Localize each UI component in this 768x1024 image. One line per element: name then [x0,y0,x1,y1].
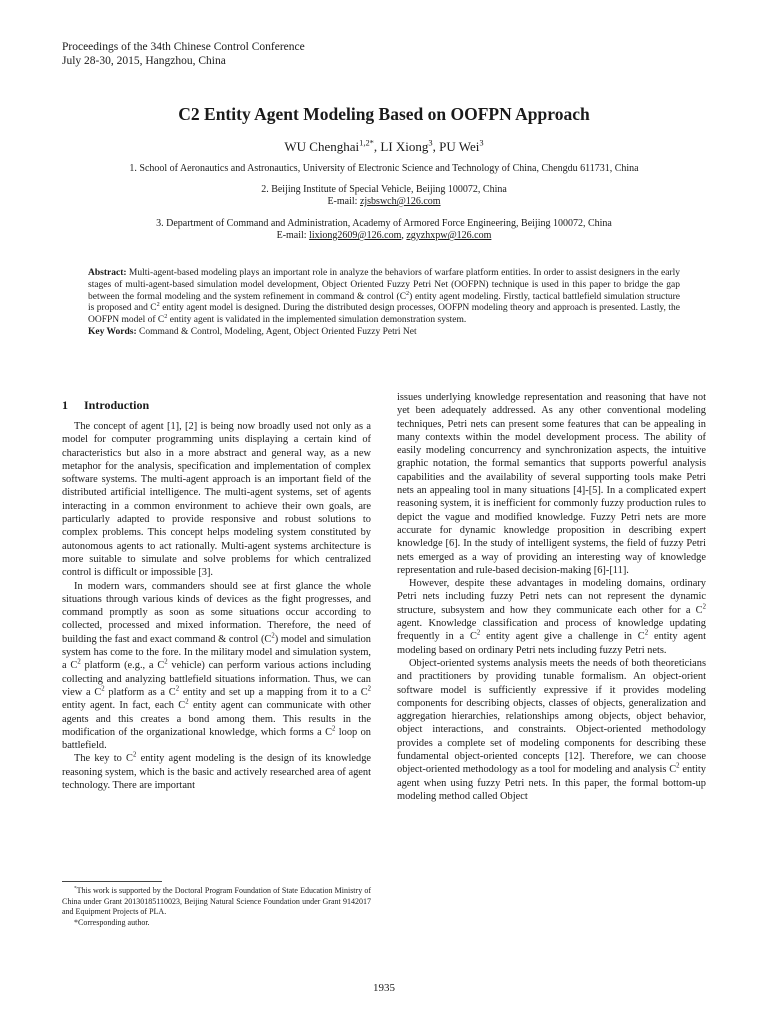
affiliation-1: 1. School of Aeronautics and Astronautics, University of Electronic Science and Technology of China, Chengdu 611731, China [129,163,639,174]
page-number: 1935 [373,982,395,994]
affiliation-3-text: 3. Department of Command and Administration, Academy of Armored Force Engineering, Beijing 100072, China [156,218,612,229]
affiliation-3 [0,218,768,242]
author-name: PU Wei [439,139,480,154]
keywords-label: Key Words: [88,326,137,337]
paragraph: In modern wars, commanders should see at first glance the whole situations through various kinds of devices as the fight progresses, and command promptly as soon as some situations occur according to collected, processed and mixed information. Therefore, the need of building the fast and exact command & control $(C^2)$ model and simulation system has come to the fore. In the military model and simulation system, a $C^2$ platform (e.g., a $C^2$ vehicle) can perform various actions including collecting and analyzing battlefield situations information. Thus, we can view a $C^2$ platform as a $C^2$ entity and set up a mapping from it to a $C^2$ entity agent. In fact, each $C^2$ entity agent can communicate with other agents and this creates a bond among them. This results in the modification of the organizational knowledge, which forms a $C^2$ loop on battlefield. [62,580,372,752]
section-title: Introduction [84,398,150,412]
footnote-funding: *This work is supported by the Doctoral Program Foundation of State Education Ministry of China under Grant 20130185110023, Beijing Natural Science Foundation under Grant 9142017 and Equipment Projects of PLA. [62,885,371,916]
affiliation-2 [0,184,768,208]
author-name: WU Chenghai [284,139,360,154]
paragraph: issues underlying knowledge representation and reasoning that have not yet been adequately addressed. As any other conventional modeling techniques, Petri nets can present some features that can be appealing in many contexts within the model development process. The ability of easily modeling concurrency and synchronization aspects, the intuitive graphic notation, the formal semantics that supports powerful analysis capabilities and the availability of several supporting tools make Petri nets an appealing tool in many situations [4]-[5]. In a complicated expert reasoning system, it is inefficient for commonly fuzzy production rules to depict the vague and modified knowledge. Fuzzy Petri nets are more accurate for dynamic knowledge proposition in describing expert knowledge [6]. In the study of intelligent systems, the field of fuzzy Petri nets emerged as a way of providing an interesting way of knowledge representation and rule-based decision-making [6]-[11]. [397,392,706,576]
paragraph: However, despite these advantages in modeling domains, ordinary Petri nets including fuzzy Petri nets can not represent the dynamic structure, subsystem and how they communicate each other for a $C^2$ agent. Knowledge classification and process of knowledge updating frequently in a $C^2$ entity agent give a challenge in $C^2$ entity agent modeling based on ordinary Petri nets including fuzzy Petri nets. [397,578,706,656]
proceedings-name: Proceedings of the 34th Chinese Control Conference [62,41,305,53]
footnotes [62,886,371,928]
abstract-text: Abstract: Multi-agent-based modeling plays an important role in analyze the behaviors of warfare platform entities. In order to assist designers in the early stages of multi-agent-based simulation model development, Object Oriented Fuzzy Petri Net (OOFPN) technique is used in this paper to bridge the gap between the formal modeling and the system refinement in command & control $(C^2)$ entity agent modeling. Firstly, tactical battlefield simulation structure is proposed and $C^2$ entity agent model is designed. During the distributed design processes, OOFPN modeling theory and approach is presented. Lastly, the OOFPN model of $C^2$ entity agent is validated in the implemented simulation demonstration system. [88,268,680,326]
proceedings-date-location: July 28-30, 2015, Hangzhou, China [62,55,226,67]
abstract-block [88,268,680,339]
author-list: WU Chenghai$^{1,2*}$, LI Xiong$^3$, PU Wei$^3$ [284,137,484,154]
keywords: Key Words: Command & Control, Modeling, Agent, Object Oriented Fuzzy Petri Net [88,326,417,337]
section-number: 1 [62,398,68,412]
affiliation-2-text: 2. Beijing Institute of Special Vehicle, Beijing 100072, China [261,184,507,195]
body-column-left [62,420,371,792]
footnote-divider [62,881,162,882]
email-separator: , [401,230,407,241]
author-affiliation-mark: 3 [479,137,484,148]
body-column-right [397,391,706,803]
email-label: E-mail: [276,230,310,241]
footnote-corresponding: *Corresponding author. [74,917,150,927]
section-heading [62,398,149,413]
paragraph: The concept of agent [1], [2] is being now broadly used not only as a model for computer programming units displaying a certain kind of characteristics but also in a more abstract and general way, as a new metaphor for the analysis, specification and implementation of complex software systems. The multi-agent approach is an important field of the distributed artificial intelligence. The multi-agent systems, set of agents interacting in a common environment to achieve their own goals, are particularly adapted to provide responsive and robust solutions to complex problems. This concept helps modeling system constituted by autonomous agents to act rationally. Multi-agent systems architecture is more suitable to simulate and solve problems for which centralized control is difficult or impossible [3]. [62,421,371,579]
paragraph: The key to $C^2$ entity agent modeling is the design of its knowledge reasoning system, which is the basic and actively researched area of agent technology. There are important [62,751,372,792]
abstract-label: Abstract: [88,268,127,278]
author-affiliation-mark: 1,2* [359,137,374,148]
email-link[interactable]: zjsbswch@126.com [359,196,441,207]
proceedings-header [62,40,305,68]
paper-title: C2 Entity Agent Modeling Based on OOFPN Approach [178,104,590,124]
footnote-mark: * [74,885,77,892]
affiliation-3-email [0,230,768,242]
affiliation-2-email [0,196,768,208]
email-link[interactable]: zgyzhxpw@126.com [406,230,492,241]
paragraph: Object-oriented systems analysis meets the needs of both theoreticians and practitioners by providing tunable formalism. An object-orient software model is sufficiently expressive if it provides modeling components for describing objects, classes of objects, generalization and aggregation hierarchies, relationships among objects, object behavior, object interactions, and constraints. Object-oriented methodology provides a complete set of modeling components for describing these fundamental object-oriented concepts [12]. Therefore, we can choose object-oriented methodology as a tool for modeling and analysis $C^2$ entity agent when using fuzzy Petri nets. In this paper, the formal bottom-up modeling method called Object [397,657,706,802]
author-name: LI Xiong [380,139,429,154]
author-affiliation-mark: 3 [428,137,433,148]
email-link[interactable]: lixiong2609@126.com [309,230,402,241]
email-label: E-mail: [327,196,360,207]
